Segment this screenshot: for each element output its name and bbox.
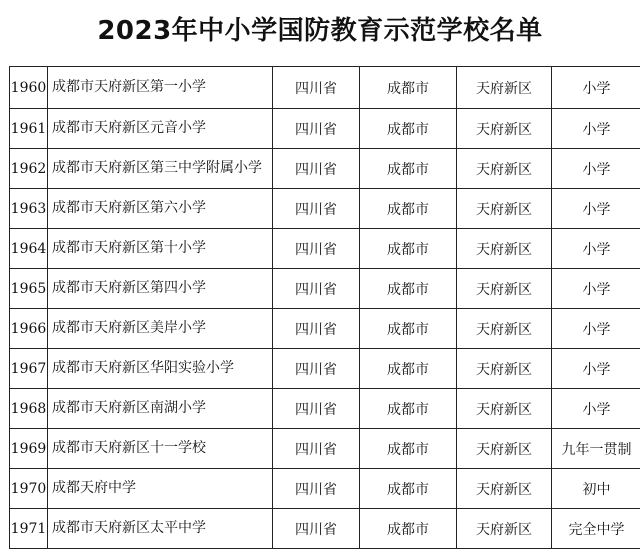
row-number: 1961 bbox=[10, 109, 48, 149]
row-number: 1966 bbox=[10, 309, 48, 349]
school-name: 成都市天府新区第一小学 bbox=[48, 67, 273, 109]
province-cell: 四川省 bbox=[273, 67, 360, 109]
city-cell: 成都市 bbox=[360, 229, 457, 269]
city-cell: 成都市 bbox=[360, 189, 457, 229]
school-name: 成都市天府新区第六小学 bbox=[48, 189, 273, 229]
table-row bbox=[10, 349, 640, 389]
school-type-cell: 小学 bbox=[552, 109, 640, 149]
row-number: 1971 bbox=[10, 509, 48, 549]
table-row bbox=[10, 389, 640, 429]
table-row bbox=[10, 469, 640, 509]
district-cell: 天府新区 bbox=[457, 469, 552, 509]
school-name: 成都天府中学 bbox=[48, 469, 273, 509]
city-cell: 成都市 bbox=[360, 429, 457, 469]
province-cell: 四川省 bbox=[273, 229, 360, 269]
school-name: 成都市天府新区太平中学 bbox=[48, 509, 273, 549]
district-cell: 天府新区 bbox=[457, 309, 552, 349]
school-type-cell: 小学 bbox=[552, 67, 640, 109]
district-cell: 天府新区 bbox=[457, 349, 552, 389]
row-number: 1964 bbox=[10, 229, 48, 269]
row-number: 1968 bbox=[10, 389, 48, 429]
province-cell: 四川省 bbox=[273, 349, 360, 389]
province-cell: 四川省 bbox=[273, 109, 360, 149]
school-type-cell: 完全中学 bbox=[552, 509, 640, 549]
school-type-cell: 小学 bbox=[552, 149, 640, 189]
row-number: 1965 bbox=[10, 269, 48, 309]
table-row bbox=[10, 269, 640, 309]
school-name: 成都市天府新区华阳实验小学 bbox=[48, 349, 273, 389]
school-list-table bbox=[9, 66, 640, 549]
school-name: 成都市天府新区第四小学 bbox=[48, 269, 273, 309]
table-row bbox=[10, 149, 640, 189]
row-number: 1967 bbox=[10, 349, 48, 389]
school-name: 成都市天府新区美岸小学 bbox=[48, 309, 273, 349]
row-number: 1970 bbox=[10, 469, 48, 509]
school-type-cell: 小学 bbox=[552, 189, 640, 229]
district-cell: 天府新区 bbox=[457, 509, 552, 549]
table-row bbox=[10, 309, 640, 349]
school-name: 成都市天府新区第三中学附属小学 bbox=[48, 149, 273, 189]
table-row bbox=[10, 189, 640, 229]
district-cell: 天府新区 bbox=[457, 269, 552, 309]
city-cell: 成都市 bbox=[360, 309, 457, 349]
school-type-cell: 小学 bbox=[552, 309, 640, 349]
city-cell: 成都市 bbox=[360, 349, 457, 389]
city-cell: 成都市 bbox=[360, 67, 457, 109]
city-cell: 成都市 bbox=[360, 109, 457, 149]
school-name: 成都市天府新区南湖小学 bbox=[48, 389, 273, 429]
city-cell: 成都市 bbox=[360, 389, 457, 429]
province-cell: 四川省 bbox=[273, 149, 360, 189]
row-number: 1969 bbox=[10, 429, 48, 469]
row-number: 1963 bbox=[10, 189, 48, 229]
row-number: 1962 bbox=[10, 149, 48, 189]
province-cell: 四川省 bbox=[273, 429, 360, 469]
province-cell: 四川省 bbox=[273, 509, 360, 549]
province-cell: 四川省 bbox=[273, 389, 360, 429]
table-row bbox=[10, 509, 640, 549]
table-row bbox=[10, 229, 640, 269]
school-type-cell: 小学 bbox=[552, 349, 640, 389]
school-type-cell: 九年一贯制 bbox=[552, 429, 640, 469]
school-name: 成都市天府新区元音小学 bbox=[48, 109, 273, 149]
school-name: 成都市天府新区第十小学 bbox=[48, 229, 273, 269]
province-cell: 四川省 bbox=[273, 469, 360, 509]
city-cell: 成都市 bbox=[360, 149, 457, 189]
district-cell: 天府新区 bbox=[457, 67, 552, 109]
province-cell: 四川省 bbox=[273, 269, 360, 309]
district-cell: 天府新区 bbox=[457, 189, 552, 229]
city-cell: 成都市 bbox=[360, 469, 457, 509]
district-cell: 天府新区 bbox=[457, 229, 552, 269]
school-type-cell: 初中 bbox=[552, 469, 640, 509]
table-row bbox=[10, 109, 640, 149]
table-row bbox=[10, 67, 640, 109]
district-cell: 天府新区 bbox=[457, 429, 552, 469]
table-row bbox=[10, 429, 640, 469]
row-number: 1960 bbox=[10, 67, 48, 109]
document-title: 2023年中小学国防教育示范学校名单 bbox=[97, 16, 543, 46]
school-type-cell: 小学 bbox=[552, 229, 640, 269]
province-cell: 四川省 bbox=[273, 309, 360, 349]
city-cell: 成都市 bbox=[360, 269, 457, 309]
city-cell: 成都市 bbox=[360, 509, 457, 549]
school-name: 成都市天府新区十一学校 bbox=[48, 429, 273, 469]
school-type-cell: 小学 bbox=[552, 269, 640, 309]
school-type-cell: 小学 bbox=[552, 389, 640, 429]
district-cell: 天府新区 bbox=[457, 149, 552, 189]
district-cell: 天府新区 bbox=[457, 109, 552, 149]
province-cell: 四川省 bbox=[273, 189, 360, 229]
district-cell: 天府新区 bbox=[457, 389, 552, 429]
